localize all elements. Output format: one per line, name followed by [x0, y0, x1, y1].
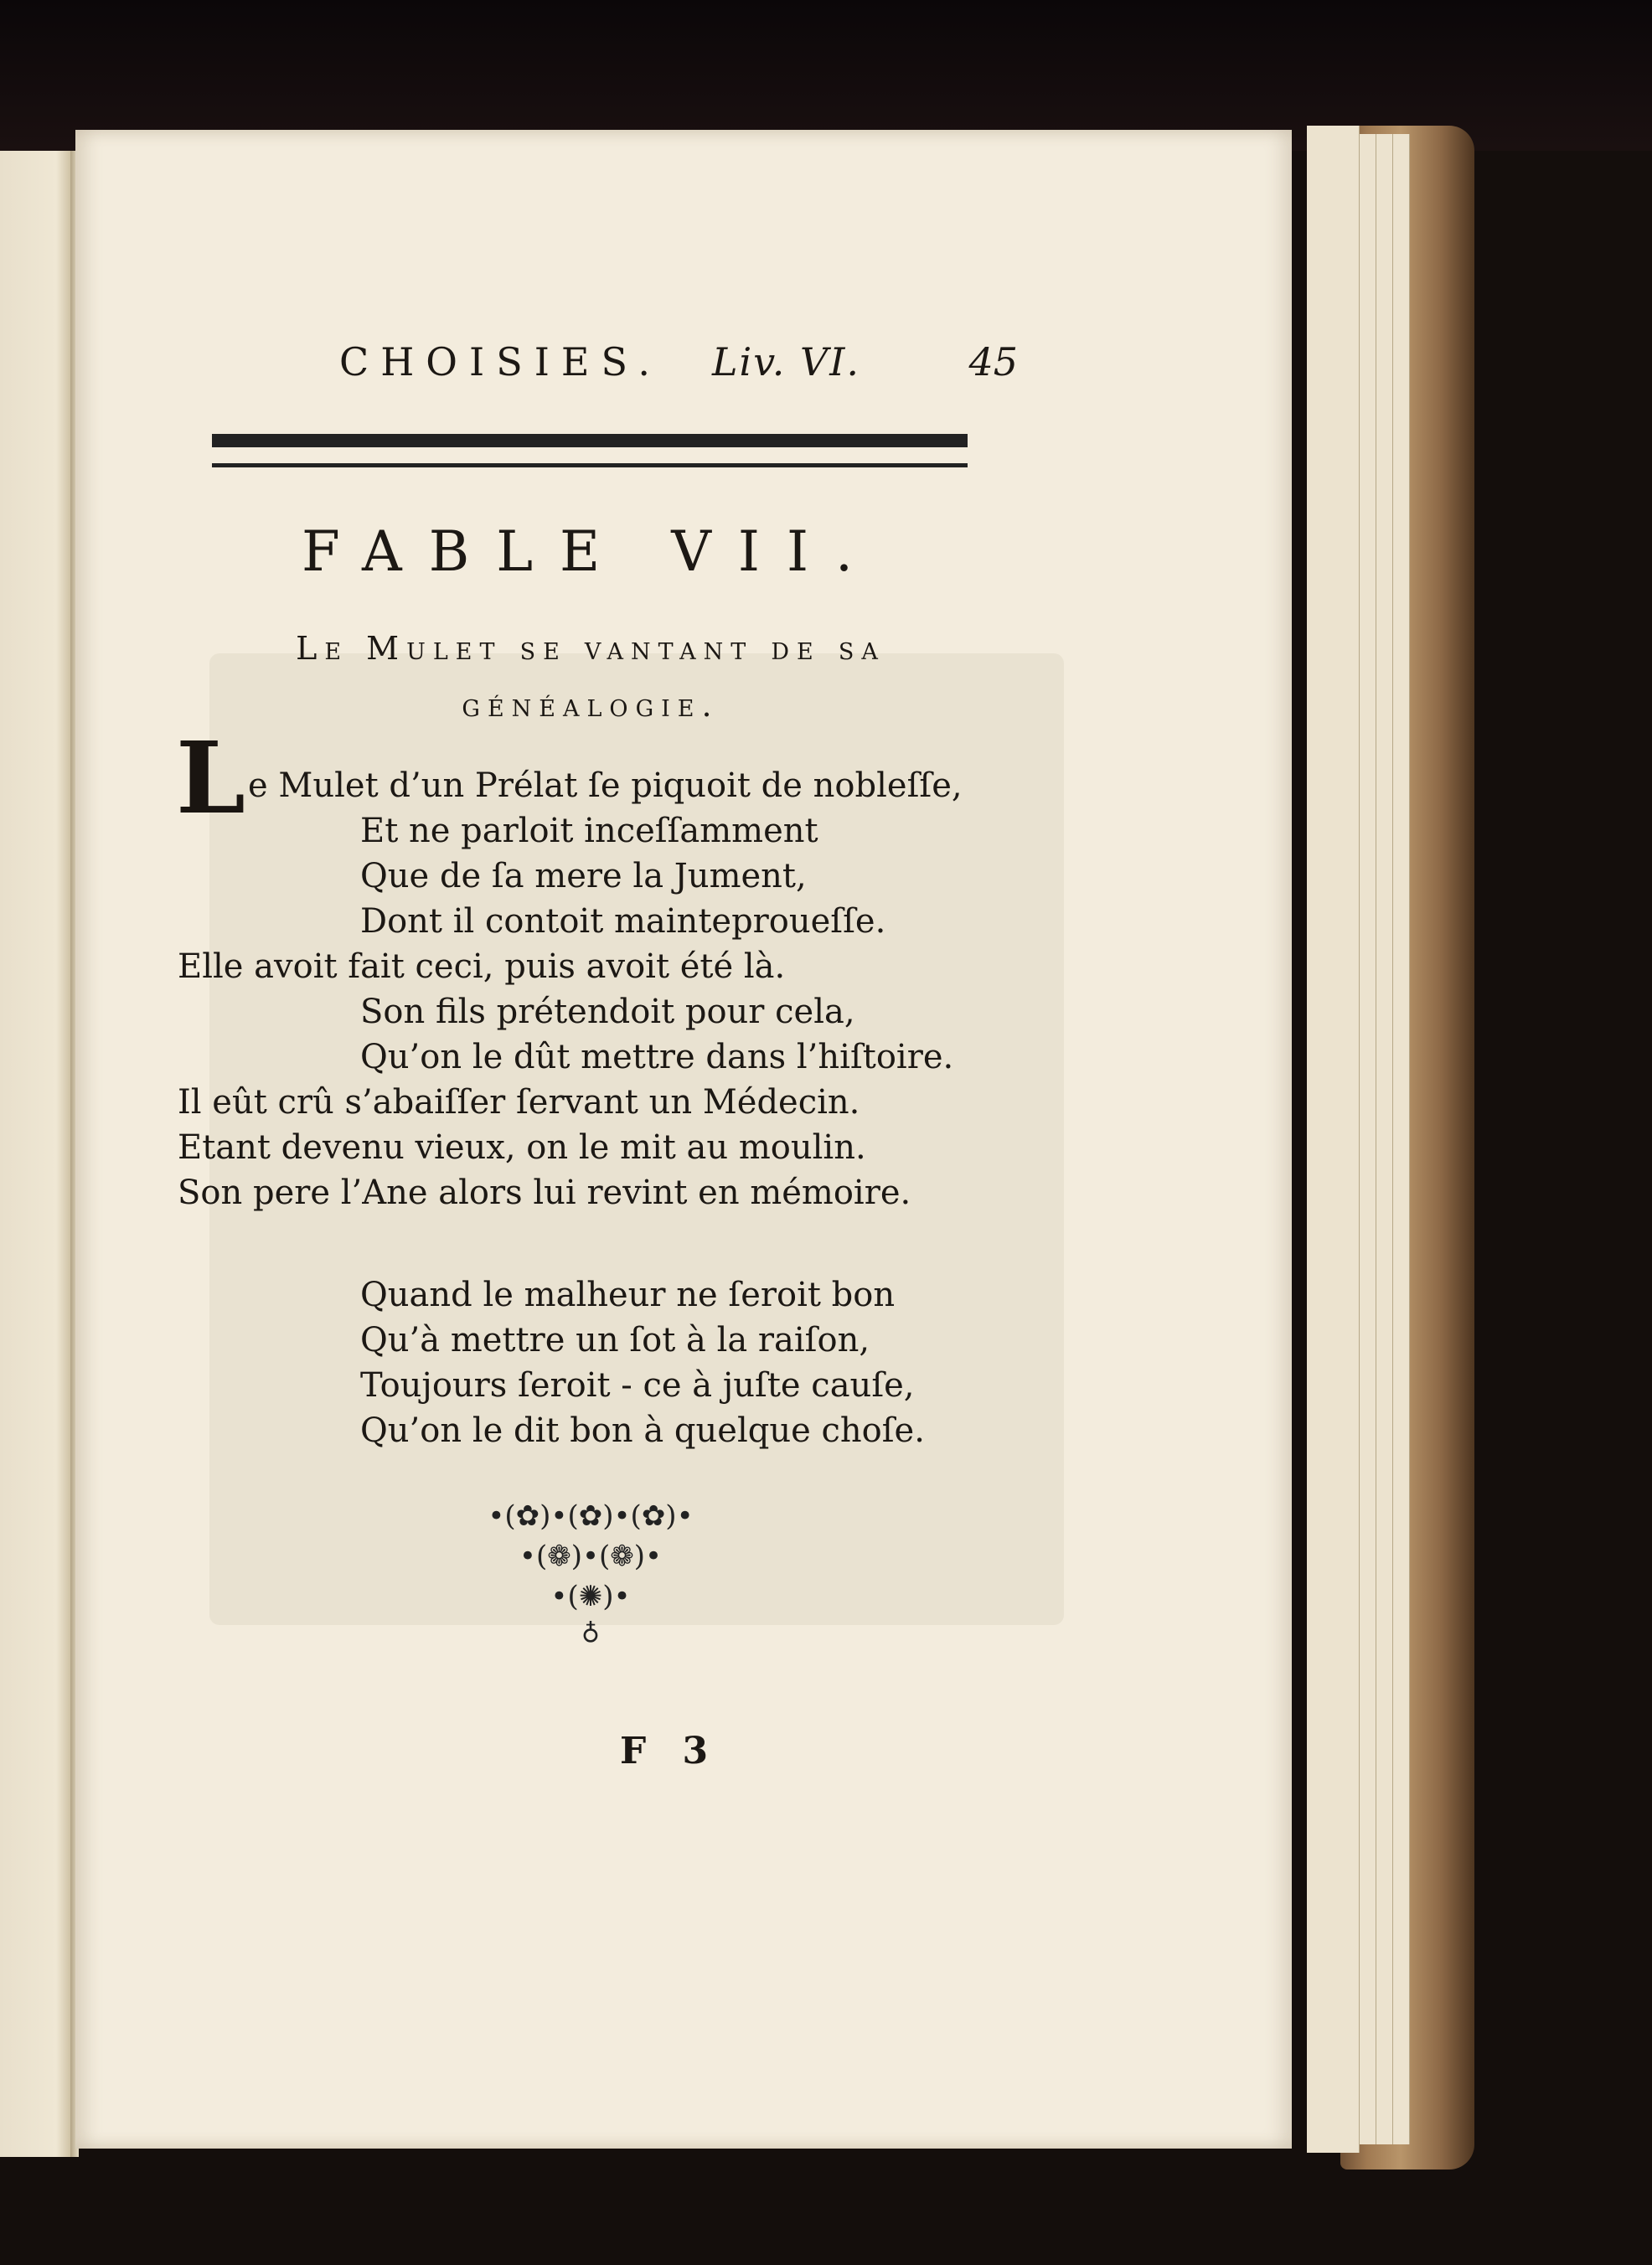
verse-line: Son pere l’Ane alors lui revint en mémoire.	[178, 1174, 911, 1212]
verse-line: Qu’on le dût mettre dans l’hiſtoire.	[360, 1038, 954, 1076]
verse-line: e Mulet d’un Prélat ſe piquoit de nobleſſe,	[248, 766, 963, 805]
verse-line: Etant devenu vieux, on le mit au moulin.	[178, 1128, 866, 1167]
page-edge	[1374, 134, 1393, 2144]
subtitle-line: Le Mulet se vantant de sa	[296, 630, 885, 667]
floral-vignette-icon: •(✿)•(✿)•(✿)• •(❁)•(❁)• •(✺)• ♁	[488, 1499, 694, 1646]
running-title: CHOISIES.	[339, 339, 662, 384]
verse-line: Quand le malheur ne ſeroit bon	[360, 1276, 896, 1314]
verse-line: Son fils prétendoit pour cela,	[360, 993, 855, 1031]
verse-line: Il eût crû s’abaiſſer ſervant un Médecin.	[178, 1083, 860, 1122]
signature-mark: F 3	[620, 1730, 720, 1772]
page-edge	[1307, 126, 1360, 2153]
left-page	[0, 151, 72, 2157]
header-rule-thick	[212, 434, 968, 447]
page-number: 45	[968, 339, 1018, 384]
verse-line: Elle avoit fait ceci, puis avoit été là.	[178, 947, 786, 986]
page-edge	[1357, 134, 1376, 2144]
fable-subtitle	[209, 620, 972, 734]
running-header	[339, 339, 1026, 398]
verse-line: Et ne parloit inceſſamment	[360, 812, 818, 850]
book-number: Liv. VI.	[712, 339, 861, 384]
fable-number: FABLE VII.	[302, 519, 880, 584]
header-rule-thin	[212, 463, 968, 467]
drop-cap: L	[176, 720, 245, 836]
verse-line: Qu’on le dit bon à quelque choſe.	[360, 1411, 925, 1450]
page-edge	[1391, 134, 1410, 2144]
subtitle-line: généalogie.	[462, 687, 720, 724]
verse-line: Toujours ſeroit - ce à juſte cauſe,	[360, 1366, 915, 1405]
verse-line: Qu’à mettre un ſot à la raiſon,	[360, 1321, 870, 1360]
verse-line: Que de ſa mere la Jument,	[360, 857, 807, 895]
verse-line: Dont il contoit mainteproueſſe.	[360, 902, 886, 941]
